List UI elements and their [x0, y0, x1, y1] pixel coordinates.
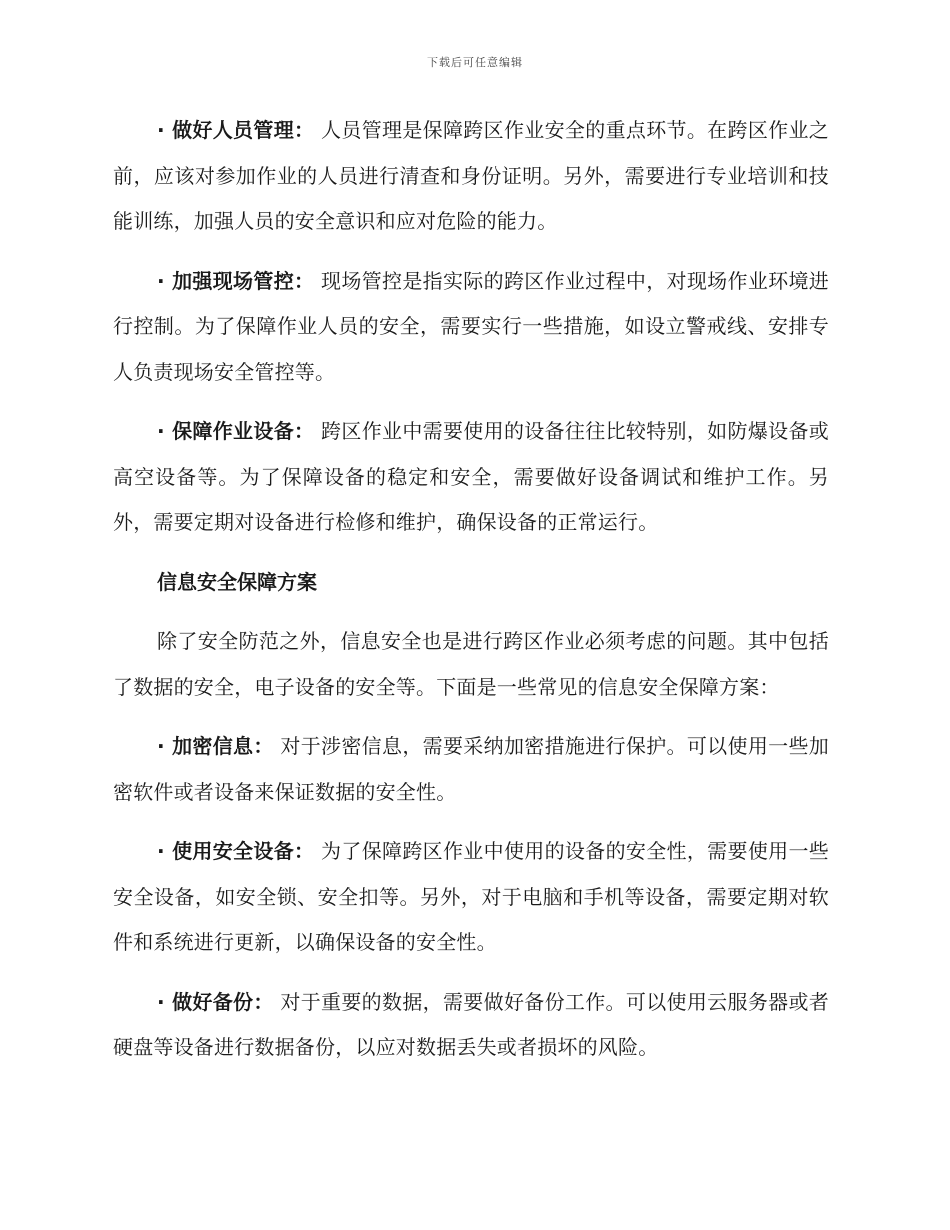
paragraph-info-intro: 除了安全防范之外，信息安全也是进行跨区作业必须考虑的问题。其中包括了数据的安全，电子设备的安全等。下面是一些常见的信息安全保障方案：: [113, 629, 829, 699]
bullet-body: 对于重要的数据，需要做好备份工作。可以使用云服务器或者硬盘等设备进行数据备份，以应对数据丢失或者损坏的风险。: [113, 989, 829, 1059]
bullet-lead: · 加强现场管控：: [157, 268, 315, 293]
paragraph-backup: [113, 980, 829, 1071]
bullet-lead: · 使用安全设备：: [157, 839, 315, 863]
bullet-lead: · 加密信息：: [157, 734, 274, 758]
paragraph-personnel: [113, 108, 829, 245]
section-heading: 信息安全保障方案: [157, 569, 317, 594]
bullet-body: 人员管理是保障跨区作业安全的重点环节。在跨区作业之前，应该对参加作业的人员进行清查和身份证明。另外，需要进行专业培训和技能训练，加强人员的安全意识和应对危险的能力。: [113, 118, 830, 233]
bullet-lead: · 做好备份：: [157, 989, 274, 1014]
paragraph-equipment: [113, 409, 829, 546]
document-body: [113, 108, 829, 1085]
bullet-body: 跨区作业中需要使用的设备往往比较特别，如防爆设备或高空设备等。为了保障设备的稳定和安全，需要做好设备调试和维护工作。另外，需要定期对设备进行检修和维护，确保设备的正常运行。: [113, 419, 830, 534]
paragraph-encryption: [113, 724, 829, 815]
bullet-lead: · 保障作业设备：: [157, 419, 315, 443]
bullet-body: 对于涉密信息，需要采纳加密措施进行保护。可以使用一些加密软件或者设备来保证数据的安全性。: [113, 734, 829, 804]
bullet-body: 现场管控是指实际的跨区作业过程中，对现场作业环境进行控制。为了保障作业人员的安全，需要实行一些措施，如设立警戒线、安排专人负责现场安全管控等。: [113, 268, 830, 384]
paragraph-secure-devices: [113, 829, 829, 966]
bullet-body: 为了保障跨区作业中使用的设备的安全性，需要使用一些安全设备，如安全锁、安全扣等。另外，对于电脑和手机等设备，需要定期对软件和系统进行更新，以确保设备的安全性。: [113, 839, 830, 954]
page-header: 下载后可任意编辑: [427, 56, 523, 69]
paragraph-site: [113, 259, 829, 396]
bullet-lead: · 做好人员管理：: [157, 118, 315, 142]
